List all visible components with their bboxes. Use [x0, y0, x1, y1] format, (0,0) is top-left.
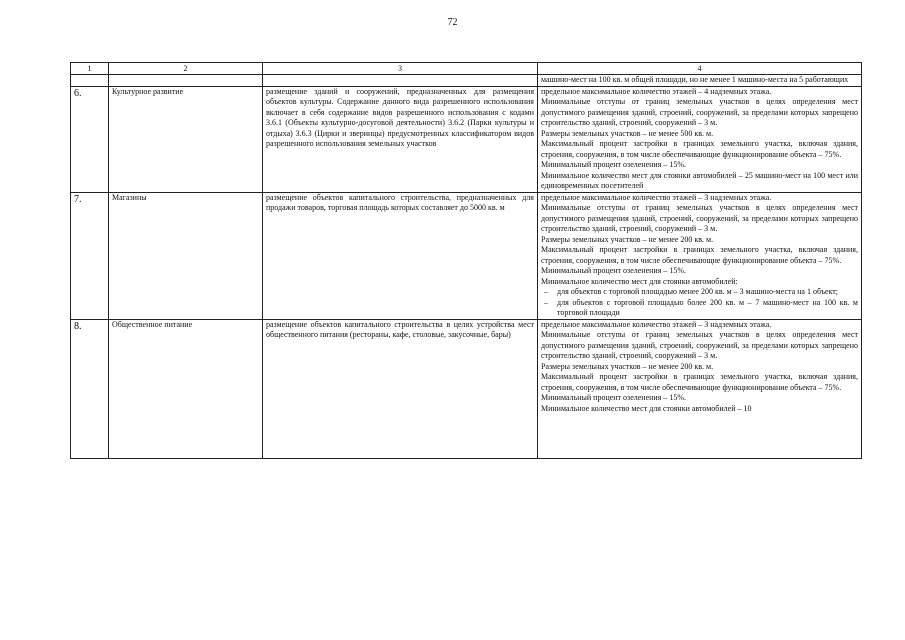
parameter-line: Минимальное количество мест для стоянки автомобилей:: [541, 276, 738, 286]
parameter-line: Минимальный процент озеленения – 15%.: [541, 393, 687, 402]
parameter-line: Минимальные отступы от границ земельных участков в целях определения мест допустимого размещения зданий, строений, сооружений, за пределами которых запрещено строительство зданий, строений, сооружений – 3 м.: [541, 203, 858, 233]
table-row: [71, 192, 862, 319]
row-number: 8.: [71, 319, 109, 458]
table-row: [71, 319, 862, 458]
parameter-line: Размеры земельных участков – не менее 500 кв. м.: [541, 128, 714, 138]
parameter-line: Размеры земельных участков – не менее 200 кв. м.: [541, 234, 714, 244]
use-name: Магазины: [109, 192, 263, 319]
header-col-4: 4: [538, 63, 862, 75]
use-name: Культурное развитие: [109, 86, 263, 192]
use-name: Общественное питание: [109, 319, 263, 458]
continuation-cell-2: [109, 75, 263, 87]
parameter-block: [541, 320, 858, 458]
parameter-line: Минимальный процент озеленения – 15%.: [541, 160, 687, 169]
parameter-line: Минимальное количество мест для стоянки автомобилей – 25 машино-мест на 100 мест или единовременных посетителей: [541, 170, 858, 190]
page-number: 72: [447, 17, 458, 28]
use-description: размещение объектов капитального строительства в целях устройства мест общественного питания (рестораны, кафе, столовые, закусочные, бары): [263, 319, 538, 458]
parameter-line: Размеры земельных участков – не менее 200 кв. м.: [541, 361, 714, 371]
header-col-3: 3: [263, 63, 538, 75]
zoning-table: [70, 62, 862, 459]
parameter-line: Максимальный процент застройки в границах земельного участка, включая здания, строения, сооружения, в том числе обеспечивающие функционирование объекта – 75%.: [541, 372, 858, 392]
parameter-line: предельное максимальное количество этажей – 3 надземных этажа.: [541, 319, 772, 329]
parameter-line: предельное максимальное количество этажей – 4 надземных этажа.: [541, 86, 772, 96]
continuation-row: [71, 75, 862, 87]
use-description: размещение объектов капитального строительства, предназначенных для продажи товаров, торговая площадь которых составляет до 5000 кв. м: [263, 192, 538, 319]
parameter-line: Минимальный процент озеленения – 15%.: [541, 266, 687, 275]
header-col-1: 1: [71, 63, 109, 75]
table-row: [71, 86, 862, 192]
parameter-line: Минимальные отступы от границ земельных участков в целях определения мест допустимого размещения зданий, строений, сооружений, за пределами которых запрещено строительство зданий, строений, сооружений – 3 м.: [541, 330, 858, 360]
parameter-line: Максимальный процент застройки в границах земельного участка, включая здания, строения, сооружения, в том числе обеспечивающие функционирование объекта – 75%.: [541, 245, 858, 265]
parameter-line: Минимальное количество мест для стоянки автомобилей – 10: [541, 403, 752, 413]
use-description: размещение зданий и сооружений, предназначенных для размещения объектов культуры. Содержание данного вида разрешенного использования включает в себя содержание видов разрешенного использования с кодами 3.6.1 (Объекты культурно-досуговой деятельности) 3.6.2 (Парки культуры и отдыха) 3.6.3 (Цирки и зверинцы) предусмотренных классификатором видов разрешенного использования земельных участков: [263, 86, 538, 192]
use-parameters: [538, 192, 862, 319]
use-parameters: [538, 319, 862, 458]
continuation-cell-1: [71, 75, 109, 87]
row-number: 7.: [71, 192, 109, 319]
use-parameters: [538, 86, 862, 192]
header-col-2: 2: [109, 63, 263, 75]
parameter-list-item: – для объектов с торговой площадью менее 200 кв. м – 3 машино-места на 1 объект;: [541, 287, 858, 298]
continuation-cell-3: [263, 75, 538, 87]
row-number: 6.: [71, 86, 109, 192]
parameter-line: предельное максимальное количество этажей – 3 надземных этажа.: [541, 192, 772, 202]
continuation-text: машино-мест на 100 кв. м общей площади, но не менее 1 машино-места на 5 работающих: [538, 75, 862, 87]
parameter-line: Максимальный процент застройки в границах земельного участка, включая здания, строения, сооружения, в том числе обеспечивающие функционирование объекта – 75%.: [541, 139, 858, 159]
header-row: [71, 63, 862, 75]
parameter-list-item: – для объектов с торговой площадью более 200 кв. м – 7 машино-мест на 100 кв. м торговой площади: [541, 298, 858, 319]
parameter-line: Минимальные отступы от границ земельных участков в целях определения мест допустимого размещения зданий, строений, сооружений, за пределами которых запрещено строительство зданий, строений, сооружений – 3 м.: [541, 97, 858, 127]
